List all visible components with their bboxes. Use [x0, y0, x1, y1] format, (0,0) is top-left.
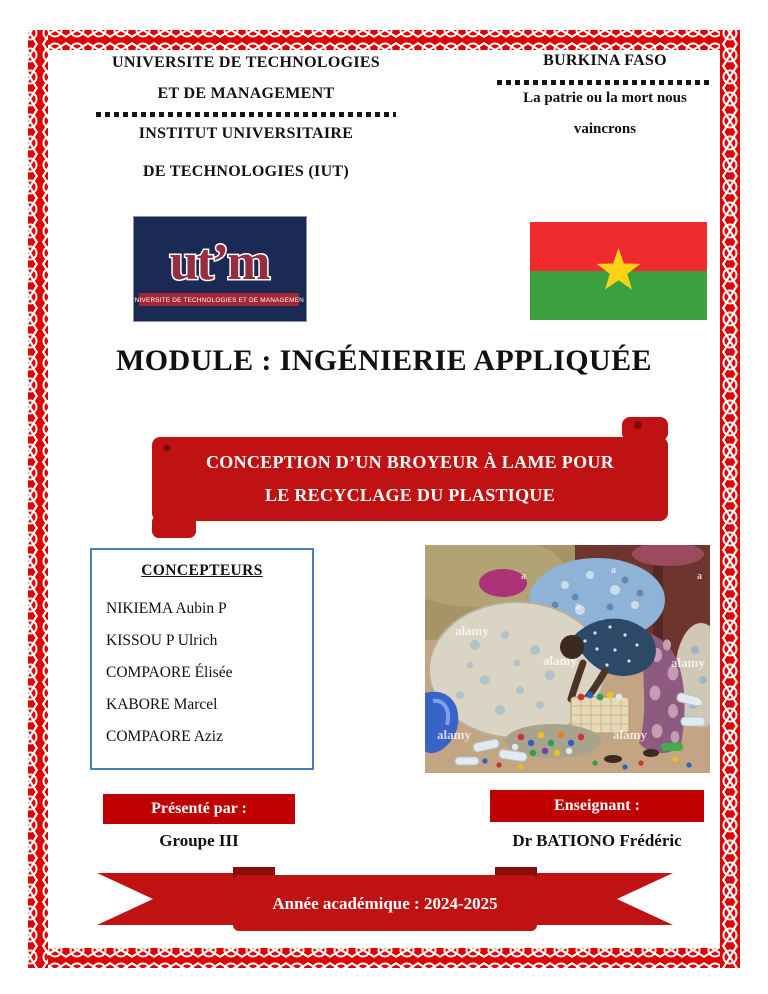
presented-by-value: Groupe III — [159, 831, 239, 850]
svg-text:alamy: alamy — [437, 727, 471, 742]
concepteur-name: COMPAORE Aziz — [106, 728, 223, 745]
motto-line1: La patrie ou la mort nous — [523, 90, 687, 106]
concepteur-name: NIKIEMA Aubin P — [106, 600, 227, 617]
svg-text:a: a — [697, 571, 702, 582]
project-title-line2: LE RECYCLAGE DU PLASTIQUE — [264, 485, 556, 505]
svg-text:a: a — [611, 565, 616, 576]
university-name-line2: ET DE MANAGEMENT — [157, 85, 335, 102]
svg-text:alamy: alamy — [613, 727, 647, 742]
presented-by-label: Présenté par : — [103, 794, 295, 824]
concepteurs-box — [90, 548, 314, 770]
academic-year-ribbon — [95, 863, 675, 938]
svg-text:a: a — [575, 601, 580, 612]
burkina-faso-flag — [530, 222, 707, 320]
institute-name-line2: DE TECHNOLOGIES (IUT) — [142, 163, 350, 180]
utm-logo — [133, 216, 307, 322]
svg-text:a: a — [697, 697, 702, 708]
utm-logo-wordmark: ut’m — [169, 234, 269, 291]
svg-text:alamy: alamy — [671, 655, 705, 670]
institute-name-line1: INSTITUT UNIVERSITAIRE — [138, 125, 354, 142]
dotted-separator-right — [497, 80, 713, 85]
project-banner — [150, 415, 670, 540]
motto-line2: vaincrons — [573, 121, 637, 137]
svg-text:alamy: alamy — [543, 653, 577, 668]
dotted-separator-left — [96, 112, 396, 117]
page-title: MODULE : INGÉNIERIE APPLIQUÉE — [116, 344, 652, 377]
teacher-value: Dr BATIONO Frédéric — [512, 831, 682, 850]
svg-text:a: a — [521, 571, 526, 582]
concepteur-name: KISSOU P Ulrich — [106, 632, 218, 649]
university-header — [76, 54, 416, 181]
recycling-photo — [425, 545, 710, 773]
country-header — [490, 52, 720, 138]
concepteurs-heading: CONCEPTEURS — [141, 562, 263, 579]
teacher-label: Enseignant : — [490, 790, 704, 822]
academic-year-text: Année académique : 2024-2025 — [272, 894, 498, 913]
country-name: BURKINA FASO — [543, 52, 667, 69]
utm-logo-caption: UNIVERSITE DE TECHNOLOGIES ET DE MANAGEMENT — [134, 297, 304, 304]
university-name-line1: UNIVERSITE DE TECHNOLOGIES — [111, 54, 381, 71]
concepteur-name: COMPAORE Élisée — [106, 664, 233, 681]
svg-text:alamy: alamy — [455, 623, 489, 638]
concepteur-name: KABORE Marcel — [106, 696, 218, 713]
project-title-line1: CONCEPTION D’UN BROYEUR À LAME POUR — [205, 452, 614, 472]
